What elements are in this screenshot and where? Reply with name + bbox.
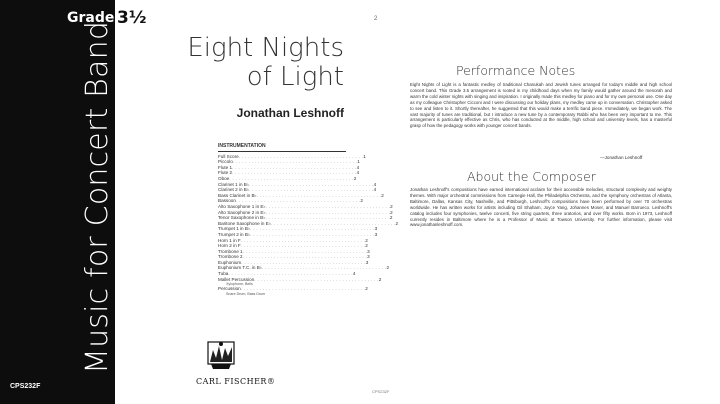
performance-notes-text: Eight Nights of Light is a fantastic medley of traditional Chanukah and Jewish tunes arranged for today's middle and high school concert band. This Grade 3.5 arrangement is rooted in my childhood days when my family would gather around the menorah and warm the cold winter nights with singing and inspiration. I originally made this medley for piano and for my own personal use. One day as my colleague Christopher Cicconi and I were discussing our holiday plans, my medley came up in conversation. Christopher asked to see and listen to it. Shortly thereafter, he suggested that this would make a terrific band piece. Immediately, we began work. The vast majority of tunes are traditional, but I introduce a new tune by a contemporary Rabbi who has been very important to me. This arrangement is particularly effective as Chris, who has conducted at the middle, high school and university levels, has a masterful grasp of how the pedagogy works with younger concert bands.: [410, 82, 672, 129]
instrument-qty: 2: [389, 215, 393, 221]
instrument-name: Oboe: [218, 175, 230, 181]
leader-dots: . . . . . . . . . . . . . . . . . . . . . . . . . . . . . . . . . . . . . . . .: [265, 215, 390, 221]
instrument-name: Piccolo: [218, 159, 233, 165]
instrument-qty: 1: [357, 159, 360, 165]
instrument-name: Euphonium T.C. in B♭: [218, 265, 262, 271]
instrument-qty: 4: [356, 164, 360, 170]
instrument-name: Alto Saxophone 2 in E♭: [218, 209, 266, 215]
instrumentation-list: [218, 143, 399, 297]
instrument-name: Flute 2: [218, 170, 233, 176]
grade-label: Grade: [67, 10, 115, 26]
leader-dots: . . . . . . . . . . . . . . . . . . . . . . . . . . . . . . . . . . . . . . . .: [265, 209, 391, 215]
leader-dots: . . . . . . . . . . . . . . . . . . . . . . . . . . . . . . . . . . . . . . . .: [261, 265, 387, 271]
instrument-name: Tenor Saxophone in B♭: [218, 215, 266, 221]
instrument-qty: 4: [352, 271, 356, 277]
instrumentation-rows: [218, 153, 399, 297]
leader-dots: . . . . . . . . . . . . . . . . . . . . . . . . . . . . . . . . . . . . . . . .: [229, 175, 354, 181]
instrument-qty: 2: [381, 192, 384, 198]
instrument-qty: 3: [374, 231, 378, 237]
instrument-name: Trumpet 1 in B♭: [218, 226, 251, 232]
instrument-qty: 2: [390, 209, 393, 215]
instrument-qty: 2: [360, 198, 363, 204]
leader-dots: . . . . . . . . . . . . . . . . . . . . . . . . . . . . . . . . . . . . . . . .: [249, 181, 374, 187]
performance-notes-heading: Performance Notes: [456, 63, 576, 78]
instrument-name: Euphonium: [218, 259, 242, 265]
instrument-name: Horn 2 in F: [218, 243, 241, 249]
instrument-name: Tuba: [218, 271, 229, 277]
instrument-qty: 2: [390, 203, 393, 209]
page-number: 2: [374, 16, 378, 22]
publisher-name: CARL FISCHER®: [196, 377, 276, 386]
leader-dots: . . . . . . . . . . . . . . . . . . . . . . . . . . . . . . . . . . . . . . . .: [242, 248, 368, 254]
mallet-note: Xylophone, Bells: [226, 282, 253, 287]
instrument-name: Bass Clarinet in B♭: [218, 192, 257, 198]
grade-value: 3½: [117, 8, 147, 28]
leader-dots: . . . . . . . . . . . . . . . . . . . . . . . . . . . . . . . . . . . . . . . .: [228, 271, 353, 277]
notes-signature: —Jonathan Leshnoff: [600, 155, 643, 160]
catalog-code: CPS232F: [10, 383, 41, 390]
footer-code: CPS232F: [372, 389, 390, 394]
instrument-qty: 3: [367, 248, 370, 254]
instrument-name: Horn 1 in F: [218, 237, 241, 243]
leader-dots: . . . . . . . . . . . . . . . . . . . . . . . . . . . . . . . . . . . . . . . .: [232, 170, 357, 176]
leader-dots: . . . . . . . . . . . . . . . . . . . . . . . . . . . . . . . . . . . . . . . .: [271, 220, 396, 226]
leader-dots: . . . . . . . . . . . . . . . . . . . . . . . . . . . . . . . . . . . . . . . .: [240, 237, 366, 243]
leader-dots: . . . . . . . . . . . . . . . . . . . . . . . . . . . . . . . . . . . . . . . .: [265, 203, 391, 209]
instrument-qty: 4: [373, 181, 377, 187]
instrument-qty: 2: [386, 265, 390, 271]
instrument-name: Bassoon: [218, 198, 236, 204]
leader-dots: . . . . . . . . . . . . . . . . . . . . . . . . . . . . . . . . . . . . . . . .: [250, 226, 375, 232]
title-line-2: of Light: [246, 62, 344, 92]
leader-dots: . . . . . . . . . . . . . . . . . . . . . . . . . . . . . . . . . . . . . . . .: [242, 254, 368, 260]
instrument-qty: 2: [365, 286, 368, 292]
leader-dots: . . . . . . . . . . . . . . . . . . . . . . . . . . . . . . . . . . . . . . . .: [241, 259, 366, 265]
instrument-qty: 2: [395, 220, 399, 226]
instrument-name: Clarinet 2 in B♭: [218, 187, 250, 193]
instrument-name: Full Score: [218, 153, 239, 159]
instrument-qty: 2: [378, 276, 382, 282]
instrument-name: Flute 1: [218, 164, 233, 170]
instrument-qty: 2: [365, 237, 368, 243]
leader-dots: . . . . . . . . . . . . . . . . . . . . . . . . . . . . . . . . . . . . . . . .: [232, 159, 358, 165]
leader-dots: . . . . . . . . . . . . . . . . . . . . . . . . . . . . . . . . . . . . . . . .: [254, 276, 379, 282]
instrument-name: Alto Saxophone 1 in E♭: [218, 203, 266, 209]
instrument-name: Mallet Percussion: [218, 276, 255, 282]
instrument-qty: 4: [373, 187, 377, 193]
leader-dots: . . . . . . . . . . . . . . . . . . . . . . . . . . . . . . . . . . . . . . . .: [232, 164, 357, 170]
title-line-1: Eight Nights: [187, 33, 344, 63]
piece-title: [160, 34, 344, 92]
instrument-qty: 3: [374, 226, 378, 232]
instrument-qty: 1: [363, 153, 366, 159]
percussion-note: Snare Drum, Bass Drum: [226, 292, 266, 297]
instrument-qty: 3: [365, 259, 369, 265]
leader-dots: . . . . . . . . . . . . . . . . . . . . . . . . . . . . . . . . . . . . . . . .: [250, 231, 375, 237]
instrument-name: Trumpet 2 in B♭: [218, 231, 251, 237]
instrument-name: Percussion: [218, 286, 241, 292]
instrumentation-heading: INSTRUMENTATION: [218, 144, 346, 152]
leader-dots: . . . . . . . . . . . . . . . . . . . . . . . . . . . . . . . . . . . . . . . .: [249, 187, 374, 193]
instrument-qty: 4: [356, 170, 360, 176]
instrument-qty: 2: [353, 175, 357, 181]
leader-dots: . . . . . . . . . . . . . . . . . . . . . . . . . . . . . . . . . . . . . . . .: [256, 192, 382, 198]
leader-dots: . . . . . . . . . . . . . . . . . . . . . . . . . . . . . . . . . . . . . . . .: [235, 198, 361, 204]
leader-dots: . . . . . . . . . . . . . . . . . . . . . . . . . . . . . . . . . . . . . . . .: [238, 153, 364, 159]
leader-dots: . . . . . . . . . . . . . . . . . . . . . . . . . . . . . . . . . . . . . . . .: [240, 243, 366, 249]
instrument-qty: 2: [365, 243, 368, 249]
instrument-name: Baritone Saxophone in E♭: [218, 220, 271, 226]
instrument-qty: 3: [367, 254, 370, 260]
leader-dots: . . . . . . . . . . . . . . . . . . . . . . . . . . . . . . . . . . . . . . . .: [240, 286, 366, 292]
about-composer-heading: About the Composer: [467, 169, 596, 184]
instrument-name: Trombone 1: [218, 248, 243, 254]
instrument-name: Clarinet 1 in B♭: [218, 181, 250, 187]
about-composer-text: Jonathan Leshnoff's compositions have earned international acclaim for their accessible melodies, structural complexity and weighty themes. With major orchestral commissions from Carnegie Hall, the Philadelphia Orchestra, and the symphony orchestras of Atlanta, Baltimore, Dallas, Kansas City, Nashville, and Pittsburgh, Leshnoff's compositions have been performed by over 70 orchestras worldwide. He has written works for artists including Gil Shaham, Joyce Yang, Johannes Moser, and Manuel Barrueco. Leshnoff's catalog includes four symphonies, twelve concerti, five string quartets, three oratorios, and over fifty works. Born in 1973, Leshnoff currently resides in Baltimore where he is a Professor of Music at Towson University. For further information, please visit www.jonathanleshnoff.com.: [410, 187, 672, 228]
composer-name: Jonathan Leshnoff: [236, 106, 344, 120]
series-title: Music for Concert Band: [80, 20, 115, 374]
instrument-name: Trombone 2: [218, 254, 243, 260]
publisher-logo-icon: [205, 338, 237, 372]
